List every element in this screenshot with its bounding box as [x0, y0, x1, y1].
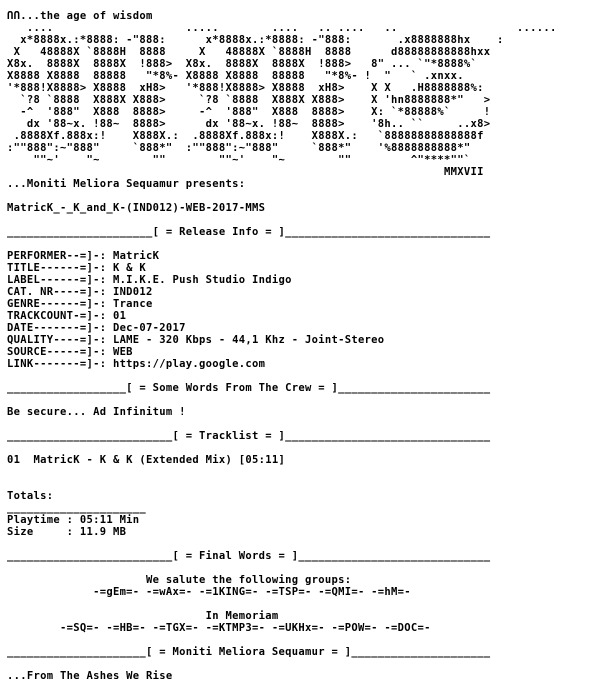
nfo-line [7, 190, 557, 202]
nfo-line: SOURCE-----=]-: WEB [7, 346, 133, 358]
nfo-line: -=SQ=- -=HB=- -=TGX=- -=KTMP3=- -=UKHx=- -=POW=- -=DOC=- [7, 622, 431, 634]
nfo-line: x*8888x.:*8888: -"888: x*8888x.:*8888: -"888: .x8888888hx : [7, 34, 504, 46]
nfo-line: Playtime : 05:11 Min [7, 514, 140, 526]
nfo-line: _____________________ [7, 502, 147, 514]
nfo-line: Be secure... Ad Infinitum ! [7, 406, 186, 418]
nfo-line: _________________________[ = Final Words = ]_____________________________ [7, 550, 491, 562]
nfo-line [7, 370, 557, 382]
nfo-line: DATE-------=]-: Dec-07-2017 [7, 322, 186, 334]
nfo-line: Totals: [7, 490, 54, 502]
nfo-line: MMXVII [7, 166, 484, 178]
nfo-line: -^ '888" X888 8888> -^ '888" X888 8888> X: `*88888%` ! [7, 106, 491, 118]
nfo-line: X 48888X `8888H 8888 X 48888X `8888H 8888 d88888888888hxx [7, 46, 491, 58]
nfo-line: :""888":~"888" `888*" :""888":~"888" `888*" '%8888888888*" [7, 142, 471, 154]
nfo-line: MatricK_-_K_and_K-(IND012)-WEB-2017-MMS [7, 202, 266, 214]
nfo-line: ՈՈ...the age of wisdom [7, 10, 153, 22]
nfo-line [7, 634, 557, 646]
nfo-line [7, 418, 557, 430]
nfo-line: QUALITY----=]-: LAME - 320 Kbps - 44,1 Khz - Joint-Stereo [7, 334, 385, 346]
nfo-line: ...Moniti Meliora Sequamur presents: [7, 178, 246, 190]
nfo-line: _____________________[ = Moniti Meliora Sequamur = ]_____________________ [7, 646, 491, 658]
nfo-line: We salute the following groups: [7, 574, 352, 586]
nfo-line [7, 538, 557, 550]
nfo-line: CAT. NR----=]-: IND012 [7, 286, 153, 298]
nfo-line: Size : 11.9 MB [7, 526, 127, 538]
nfo-line [7, 214, 557, 226]
nfo-line [7, 658, 557, 670]
nfo-line: LINK-------=]-: https://play.google.com [7, 358, 266, 370]
nfo-line: GENRE------=]-: Trance [7, 298, 153, 310]
nfo-line [7, 562, 557, 574]
nfo-line: -=gEm=- -=wAx=- -=1KING=- -=TSP=- -=QMI=- -=hM=- [7, 586, 411, 598]
nfo-line: In Memoriam [7, 610, 279, 622]
nfo-line: TRACKCOUNT-=]-: 01 [7, 310, 127, 322]
nfo-line: X8x. 8888X 8888X !888> X8x. 8888X 8888X !888> 8" ... `"*8888%` [7, 58, 478, 70]
nfo-line: dx '88~x. !88~ 8888> dx '88~x. !88~ 8888> '8h.. `` ..x8> [7, 118, 491, 130]
nfo-line: LABEL------=]-: M.I.K.E. Push Studio Indigo [7, 274, 292, 286]
nfo-line: X8888 X8888 88888 "*8%- X8888 X8888 88888 "*8%- ! " ` .xnxx. [7, 70, 464, 82]
nfo-line [7, 466, 557, 478]
nfo-line: .8888Xf.888x:! X888X.: .8888Xf.888x:! X888X.: `88888888888888f [7, 130, 484, 142]
nfo-line [7, 442, 557, 454]
nfo-text-document [7, 10, 557, 682]
nfo-line: ""~' "~ "" ""~' "~ "" ^"****""` [7, 154, 471, 166]
nfo-line: '*888!X8888> X8888 xH8> '*888!X8888> X8888 xH8> X X .H8888888%: [7, 82, 484, 94]
nfo-line: PERFORMER--=]-: MatricK [7, 250, 160, 262]
nfo-line [7, 598, 557, 610]
nfo-line [7, 238, 557, 250]
nfo-line: ...From The Ashes We Rise [7, 670, 173, 682]
nfo-line: _________________________[ = Tracklist = ]_______________________________ [7, 430, 491, 442]
nfo-line: 01 MatricK - K & K (Extended Mix) [05:11] [7, 454, 286, 466]
nfo-line: ______________________[ = Release Info = ]_______________________________ [7, 226, 491, 238]
nfo-line: TITLE------=]-: K & K [7, 262, 147, 274]
nfo-line: __________________[ = Some Words From The Crew = ]_______________________ [7, 382, 491, 394]
nfo-line: `?8 `8888 X888X X888> `?8 `8888 X888X X888> X 'hn8888888*" > [7, 94, 491, 106]
nfo-line [7, 394, 557, 406]
nfo-line [7, 478, 557, 490]
nfo-line: .... ..... .... .. .... .. ...... [7, 22, 557, 34]
